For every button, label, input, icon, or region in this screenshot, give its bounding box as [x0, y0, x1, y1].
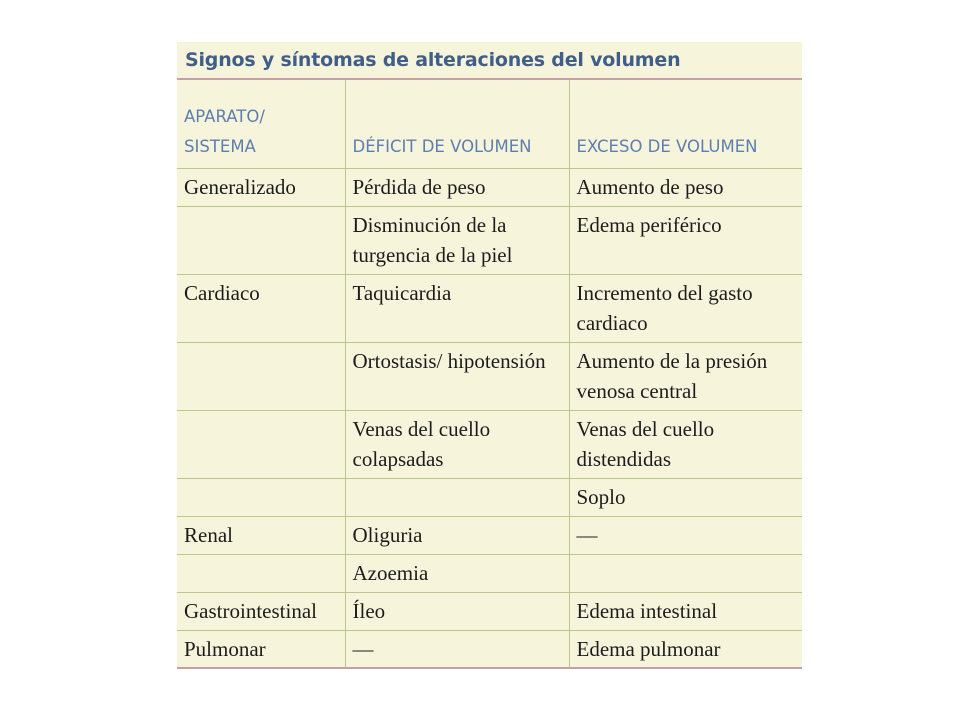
cell-system: Gastrointestinal [177, 592, 345, 630]
table-row [177, 630, 802, 668]
cell-system: Cardiaco [177, 274, 345, 342]
table-row [177, 206, 802, 274]
cell-deficit: Oliguria [345, 516, 569, 554]
table-row [177, 274, 802, 342]
cell-excess: Incremento del gasto cardiaco [569, 274, 802, 342]
cell-system [177, 342, 345, 410]
table-title: Signos y síntomas de alteraciones del volumen [177, 42, 802, 80]
table-row [177, 516, 802, 554]
header-system-line2: SISTEMA [184, 136, 256, 156]
cell-excess: Edema periférico [569, 206, 802, 274]
cell-excess [569, 554, 802, 592]
table-row [177, 592, 802, 630]
cell-system [177, 206, 345, 274]
cell-excess: Venas del cuello distendidas [569, 410, 802, 478]
table-row [177, 410, 802, 478]
header-system-line1: APARATO/ [184, 106, 265, 126]
cell-deficit: Taquicardia [345, 274, 569, 342]
header-excess: EXCESO DE VOLUMEN [569, 80, 802, 168]
cell-deficit: Venas del cuello colapsadas [345, 410, 569, 478]
cell-system: Pulmonar [177, 630, 345, 668]
cell-deficit: Ortostasis/ hipotensión [345, 342, 569, 410]
cell-excess: Aumento de peso [569, 168, 802, 206]
table-row [177, 168, 802, 206]
header-system [177, 80, 345, 168]
cell-excess: Aumento de la presión venosa central [569, 342, 802, 410]
cell-deficit: Azoemia [345, 554, 569, 592]
cell-deficit: Íleo [345, 592, 569, 630]
cell-system: Renal [177, 516, 345, 554]
cell-deficit: — [345, 630, 569, 668]
header-deficit: DÉFICIT DE VOLUMEN [345, 80, 569, 168]
cell-system [177, 410, 345, 478]
cell-excess: Edema intestinal [569, 592, 802, 630]
cell-deficit: Pérdida de peso [345, 168, 569, 206]
cell-system: Generalizado [177, 168, 345, 206]
cell-system [177, 554, 345, 592]
table-row [177, 554, 802, 592]
signs-symptoms-table [177, 80, 802, 669]
header-row [177, 80, 802, 168]
cell-deficit: Disminución de la turgencia de la piel [345, 206, 569, 274]
cell-excess: Soplo [569, 478, 802, 516]
table-row [177, 342, 802, 410]
cell-deficit [345, 478, 569, 516]
cell-excess: Edema pulmonar [569, 630, 802, 668]
table-row [177, 478, 802, 516]
cell-excess: — [569, 516, 802, 554]
volume-alterations-table [177, 42, 802, 669]
cell-system [177, 478, 345, 516]
